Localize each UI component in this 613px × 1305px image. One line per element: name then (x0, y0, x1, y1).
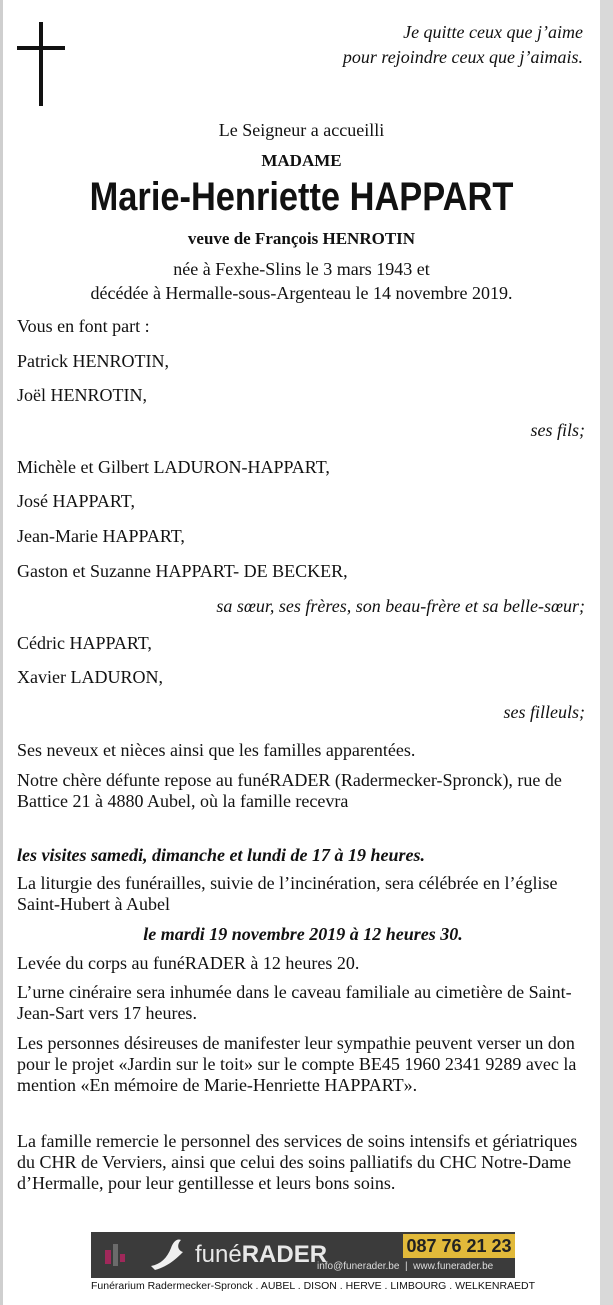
brand-name-bold: RADER (241, 1241, 328, 1268)
family-godchild: Xavier LADURON, (17, 667, 163, 687)
funeral-date: le mardi 19 novembre 2019 à 12 heures 30. (143, 924, 463, 944)
funerader-logo-icon (105, 1240, 135, 1270)
thanks-text: La famille remercie le personnel des services de soins intensifs et gériatriques du CHR de Verviers, ainsi que celui des soins palliatifs du CHC Notre-Dame d’Hermalle, pour leur gentillesse et leurs bons soins. (17, 1131, 578, 1193)
family-godchild: Cédric HAPPART, (17, 633, 152, 653)
contact-separator: | (402, 1261, 411, 1272)
widow-of: veuve de François HENROTIN (187, 229, 416, 248)
rest-text: Notre chère défunte repose au funéRADER (Radermecker-Spronck), rue de Battice 21 à 4880 Aubel, où la famille recevra (17, 770, 562, 811)
death-info: décédée à Hermalle-sous-Argenteau le 14 novembre 2019. (90, 283, 513, 303)
cross-icon-bar (17, 46, 65, 50)
website-link[interactable]: www.funerader.be (413, 1261, 494, 1272)
epigraph (263, 20, 583, 70)
phone-number[interactable]: 087 76 21 23 (403, 1234, 515, 1258)
email-link[interactable]: info@funerader.be (317, 1261, 400, 1272)
family-sibling: Jean-Marie HAPPART, (17, 526, 185, 546)
contact-line (317, 1261, 515, 1272)
family-son: Patrick HENROTIN, (17, 351, 169, 371)
visits-text: les visites samedi, dimanche et lundi de 17 à 19 heures. (17, 845, 425, 865)
bird-logo-icon (147, 1236, 191, 1274)
family-sibling: Michèle et Gilbert LADURON-HAPPART, (17, 457, 330, 477)
epigraph-line-2: pour rejoindre ceux que j’aimais. (342, 47, 583, 67)
donation-text: Les personnes désireuses de manifester leur sympathie peuvent verser un don pour le projet «Jardin sur le toit» sur le compte BE45 1960 2341 9289 avec la mention «En mémoire de Marie-Henriette HAPPART». (17, 1033, 577, 1095)
removal-text: Levée du corps au funéRADER à 12 heures 20. (17, 953, 360, 973)
nephews-text: Ses neveux et nièces ainsi que les familles apparentées. (17, 740, 416, 760)
sons-label: ses fils; (530, 420, 585, 440)
deceased-name: Marie-Henriette HAPPART (89, 175, 514, 219)
family-sibling: Gaston et Suzanne HAPPART- DE BECKER, (17, 561, 348, 581)
brand-name (195, 1241, 327, 1269)
epigraph-line-1: Je quitte ceux que j’aime (403, 22, 583, 42)
family-sibling: José HAPPART, (17, 491, 135, 511)
birth-info: née à Fexhe-Slins le 3 mars 1943 et (173, 259, 430, 279)
funeral-home-address: Funérarium Radermecker-Spronck . AUBEL . DISON . HERVE . LIMBOURG . WELKENRAEDT (91, 1280, 536, 1292)
honorific: MADAME (261, 151, 342, 170)
obituary-card (3, 0, 600, 1305)
intro-text: Le Seigneur a accueilli (218, 120, 385, 140)
siblings-label: sa sœur, ses frères, son beau-frère et sa belle-sœur; (216, 596, 585, 616)
funeral-home-banner (91, 1232, 536, 1296)
page-edge-shadow (600, 0, 613, 1305)
cross-icon (39, 22, 43, 106)
brand-name-light: funé (195, 1241, 242, 1268)
urn-text: L’urne cinéraire sera inhumée dans le caveau familiale au cimetière de Saint-Jean-Sart vers 17 heures. (17, 982, 572, 1023)
godchildren-label: ses filleuls; (503, 702, 585, 722)
liturgy-text: La liturgie des funérailles, suivie de l’incinération, sera célébrée en l’église Saint-Hubert à Aubel (17, 873, 558, 914)
family-son: Joël HENROTIN, (17, 385, 147, 405)
family-intro: Vous en font part : (17, 316, 150, 336)
